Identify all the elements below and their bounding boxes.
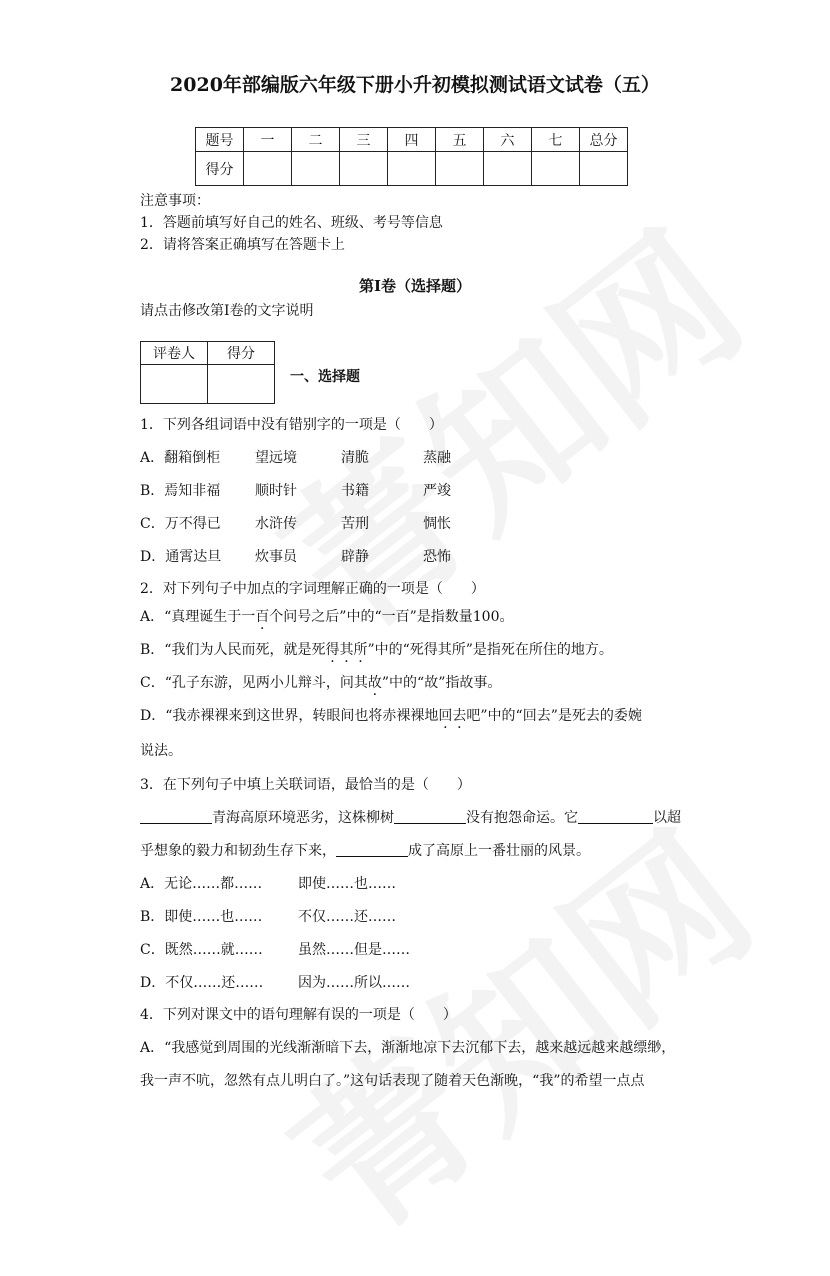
option-text: 虽然……但是…… [298, 942, 410, 958]
question-3-sentence-line-1 [140, 807, 681, 827]
dotted-char: 回 [438, 708, 453, 724]
dotted-char: 其 [339, 642, 354, 658]
question-2-option-d [140, 705, 642, 725]
option-text: 不仅……还…… [298, 909, 396, 925]
option-text: C．既然……就…… [140, 942, 263, 958]
option-text: A．无论……都…… [140, 876, 263, 892]
question-1-option [140, 480, 451, 500]
option-word: 炊事员 [255, 549, 297, 565]
score-table [195, 127, 628, 186]
option-text: ”中的“死得其所”是指死在所住的地方。 [367, 642, 613, 658]
option-word: A．翻箱倒柜 [140, 450, 221, 466]
dotted-char: 故 [367, 675, 382, 691]
fill-blank [140, 809, 212, 824]
option-text: D．“我赤裸裸来到这世界，转眼间也将赤裸裸地 [140, 708, 439, 724]
grader-input-row [141, 365, 275, 404]
option-text: C．“孔子东游，见两小儿辩斗，问其 [140, 675, 368, 691]
dotted-char: 得 [325, 642, 340, 658]
score-cell [580, 152, 628, 186]
sentence-text: 以超 [653, 810, 681, 826]
option-word: 水浒传 [255, 516, 297, 532]
option-word: D．通霄达旦 [140, 549, 222, 565]
score-cell [244, 152, 292, 186]
question-3-option [140, 939, 410, 959]
sentence-text: 成了高原上一番壮丽的风景。 [408, 843, 590, 859]
score-header-cell: 三 [340, 128, 388, 152]
option-text: B．“我们为人民而死，就是死 [140, 642, 326, 658]
question-3-option [140, 972, 410, 992]
part-heading: 一、选择题 [290, 369, 360, 385]
note-item: 2．请将答案正确填写在答题卡上 [140, 237, 345, 253]
sentence-text: 没有抱怨命运。它 [466, 810, 578, 826]
question-2-stem: 2．对下列句子中加点的字词理解正确的一项是（ ） [140, 581, 485, 597]
score-header-cell: 五 [436, 128, 484, 152]
question-4-option-a: A．“我感觉到周围的光线渐渐暗下去，渐渐地凉下去沉郁下去，越来越远越来越缥缈， [140, 1040, 676, 1056]
section-title: 第I卷（选择题） [358, 277, 472, 295]
fill-blank [336, 842, 408, 857]
option-text: D．不仅……还…… [140, 975, 264, 991]
option-text: B．即使……也…… [140, 909, 263, 925]
grader-header-cell: 评卷人 [141, 342, 208, 365]
note-item: 1．答题前填写好自己的姓名、班级、考号等信息 [140, 215, 443, 231]
question-2-option-d-continued: 说法。 [140, 743, 182, 759]
dotted-char: 去 [452, 708, 467, 724]
score-header-cell: 总分 [580, 128, 628, 152]
option-text: A．“真理诞生于一 [140, 609, 256, 625]
score-cell [484, 152, 532, 186]
score-header-cell: 四 [388, 128, 436, 152]
option-word: 严竣 [423, 483, 451, 499]
option-word: 顺时针 [255, 483, 297, 499]
sentence-text: 乎想象的毅力和韧劲生存下来， [140, 843, 336, 859]
score-header-cell: 六 [484, 128, 532, 152]
question-3-sentence-line-2 [140, 840, 590, 860]
page-title: 2020年部编版六年级下册小升初模拟测试语文试卷（五） [170, 74, 660, 96]
question-3-option [140, 873, 396, 893]
question-2-option-a [140, 606, 513, 626]
score-row-label: 得分 [196, 152, 244, 186]
option-word: C．万不得已 [140, 516, 221, 532]
question-2-option-c [140, 672, 501, 692]
question-1-option [140, 546, 451, 566]
score-cell [388, 152, 436, 186]
score-header-cell: 一 [244, 128, 292, 152]
score-cell [436, 152, 484, 186]
option-word: 恐怖 [423, 549, 451, 565]
question-1-option [140, 447, 451, 467]
score-table-header-row [196, 128, 628, 152]
score-cell [340, 152, 388, 186]
option-text: 因为……所以…… [298, 975, 410, 991]
option-word: 惆怅 [423, 516, 451, 532]
score-header-cell: 七 [532, 128, 580, 152]
score-header-cell: 二 [292, 128, 340, 152]
option-word: 清脆 [341, 450, 369, 466]
option-text: ”中的“故”指故事。 [381, 675, 502, 691]
question-1-stem: 1．下列各组词语中没有错别字的一项是（ ） [140, 417, 443, 433]
grader-cell [141, 365, 208, 404]
score-table-score-row [196, 152, 628, 186]
option-word: 辟静 [341, 549, 369, 565]
grader-table [140, 341, 275, 404]
question-3-option [140, 906, 396, 926]
option-word: 望远境 [255, 450, 297, 466]
section-description: 请点击修改第I卷的文字说明 [140, 303, 314, 319]
fill-blank [394, 809, 466, 824]
option-text: 吧”中的“回去”是死去的委婉 [466, 708, 642, 724]
dotted-char: 百 [255, 609, 270, 625]
grader-cell [208, 365, 275, 404]
notes-heading: 注意事项： [140, 193, 210, 209]
question-4-stem: 4．下列对课文中的语句理解有误的一项是（ ） [140, 1007, 457, 1023]
option-text: 即使……也…… [298, 876, 396, 892]
option-word: 苦刑 [341, 516, 369, 532]
score-cell [292, 152, 340, 186]
score-header-cell: 题号 [196, 128, 244, 152]
option-text: 个问号之后”中的“一百”是指数量100。 [269, 609, 514, 625]
option-word: B．焉知非福 [140, 483, 221, 499]
score-cell [532, 152, 580, 186]
grader-header-row [141, 342, 275, 365]
option-word: 蒸融 [423, 450, 451, 466]
grader-header-cell: 得分 [208, 342, 275, 365]
question-1-option [140, 513, 451, 533]
question-4-option-a-continued: 我一声不吭，忽然有点儿明白了。”这句话表现了随着天色渐晚，“我”的希望一点点 [140, 1073, 645, 1089]
dotted-char: 所 [353, 642, 368, 658]
sentence-text: 青海高原环境恶劣，这株柳树 [212, 810, 394, 826]
question-3-stem: 3．在下列句子中填上关联词语，最恰当的是（ ） [140, 777, 471, 793]
question-2-option-b [140, 639, 613, 659]
option-word: 书籍 [341, 483, 369, 499]
fill-blank [578, 809, 653, 824]
